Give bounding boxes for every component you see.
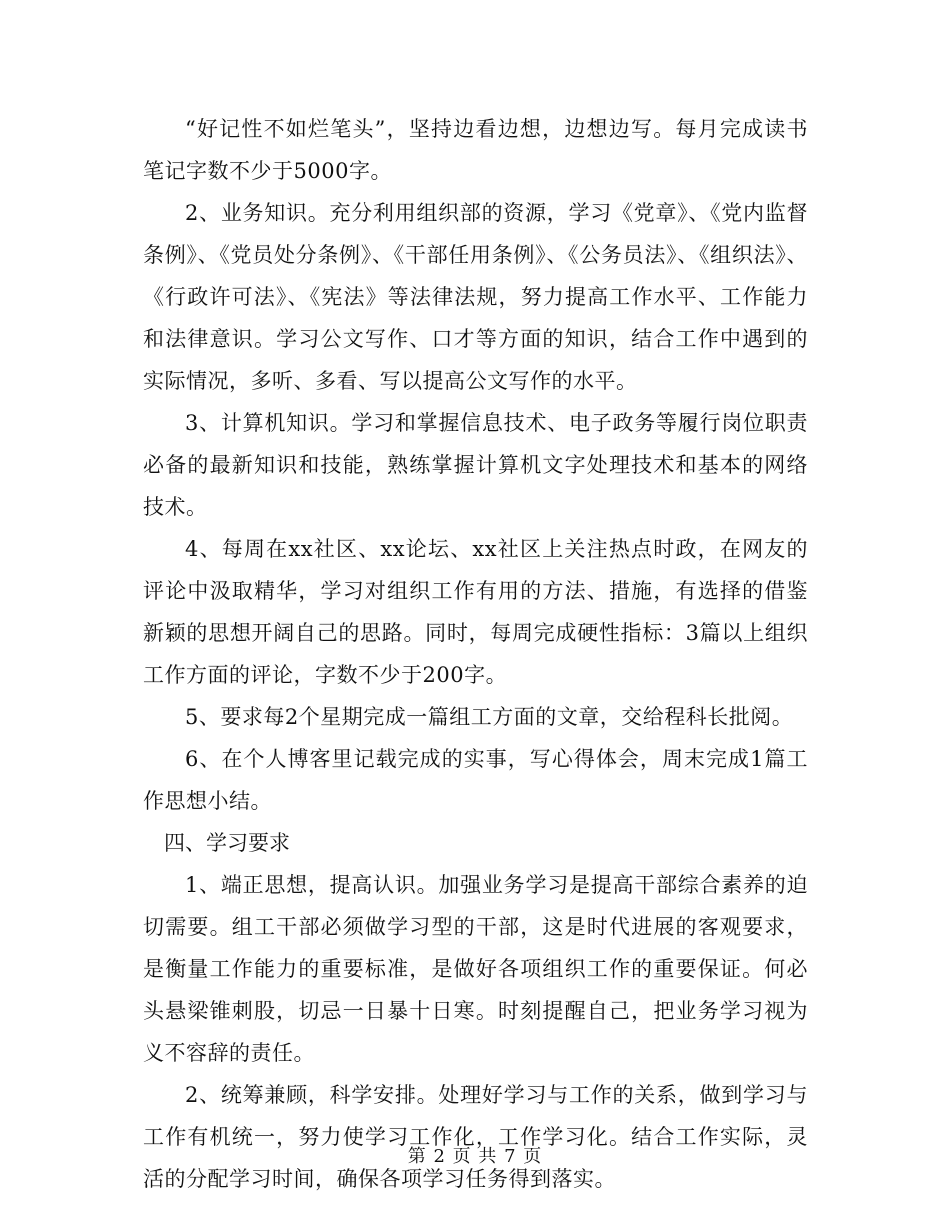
section-heading-requirements: 四、学习要求 [164,831,290,855]
paragraph-personal-blog: 6、在个人博客里记载完成的实事，写心得体会，周末完成1篇工作思想小结。 [143,747,808,813]
paragraph-requirement-1: 1、端正思想，提高认识。加强业务学习是提高干部综合素养的迫切需要。组工干部必须做学习型的干部，这是时代进展的客观要求，是衡量工作能力的重要标准，是做好各项组织工作的重要保证。何必头悬梁锥刺股，切忌一日暴十日寒。时刻提醒自己，把业务学习视为义不容辞的责任。 [143,873,808,1065]
paragraph-weekly-forum: 4、每周在xx社区、xx论坛、xx社区上关注热点时政，在网友的评论中汲取精华，学习对组织工作有用的方法、措施，有选择的借鉴新颖的思想开阔自己的思路。同时，每周完成硬性指标：3篇以上组织工作方面的评论，字数不少于200字。 [143,537,808,687]
paragraph-biweekly-article: 5、要求每2个星期完成一篇组工方面的文章，交给程科长批阅。 [185,705,794,729]
paragraph-computer-knowledge: 3、计算机知识。学习和掌握信息技术、电子政务等履行岗位职责必备的最新知识和技能，熟练掌握计算机文字处理技术和基本的网络技术。 [143,411,808,519]
paragraph-reading-notes: “好记性不如烂笔头”，坚持边看边想，边想边写。每月完成读书笔记字数不少于5000字。 [143,117,808,183]
paragraph-business-knowledge: 2、业务知识。充分利用组织部的资源，学习《党章》、《党内监督条例》、《党员处分条例》、《干部任用条例》、《公务员法》、《组织法》、《行政许可法》、《宪法》等法律法规，努力提高工作水平、工作能力和法律意识。学习公文写作、口才等方面的知识，结合工作中遇到的实际情况，多听、多看、写以提高公文写作的水平。 [143,201,808,393]
document-body [143,108,808,1200]
paragraph-requirement-2: 2、统筹兼顾，科学安排。处理好学习与工作的关系，做到学习与工作有机统一，努力使学习工作化，工作学习化。结合工作实际，灵活的分配学习时间，确保各项学习任务得到落实。 [143,1083,808,1191]
page-number-footer: 第 2 页 共 7 页 [407,1146,543,1167]
